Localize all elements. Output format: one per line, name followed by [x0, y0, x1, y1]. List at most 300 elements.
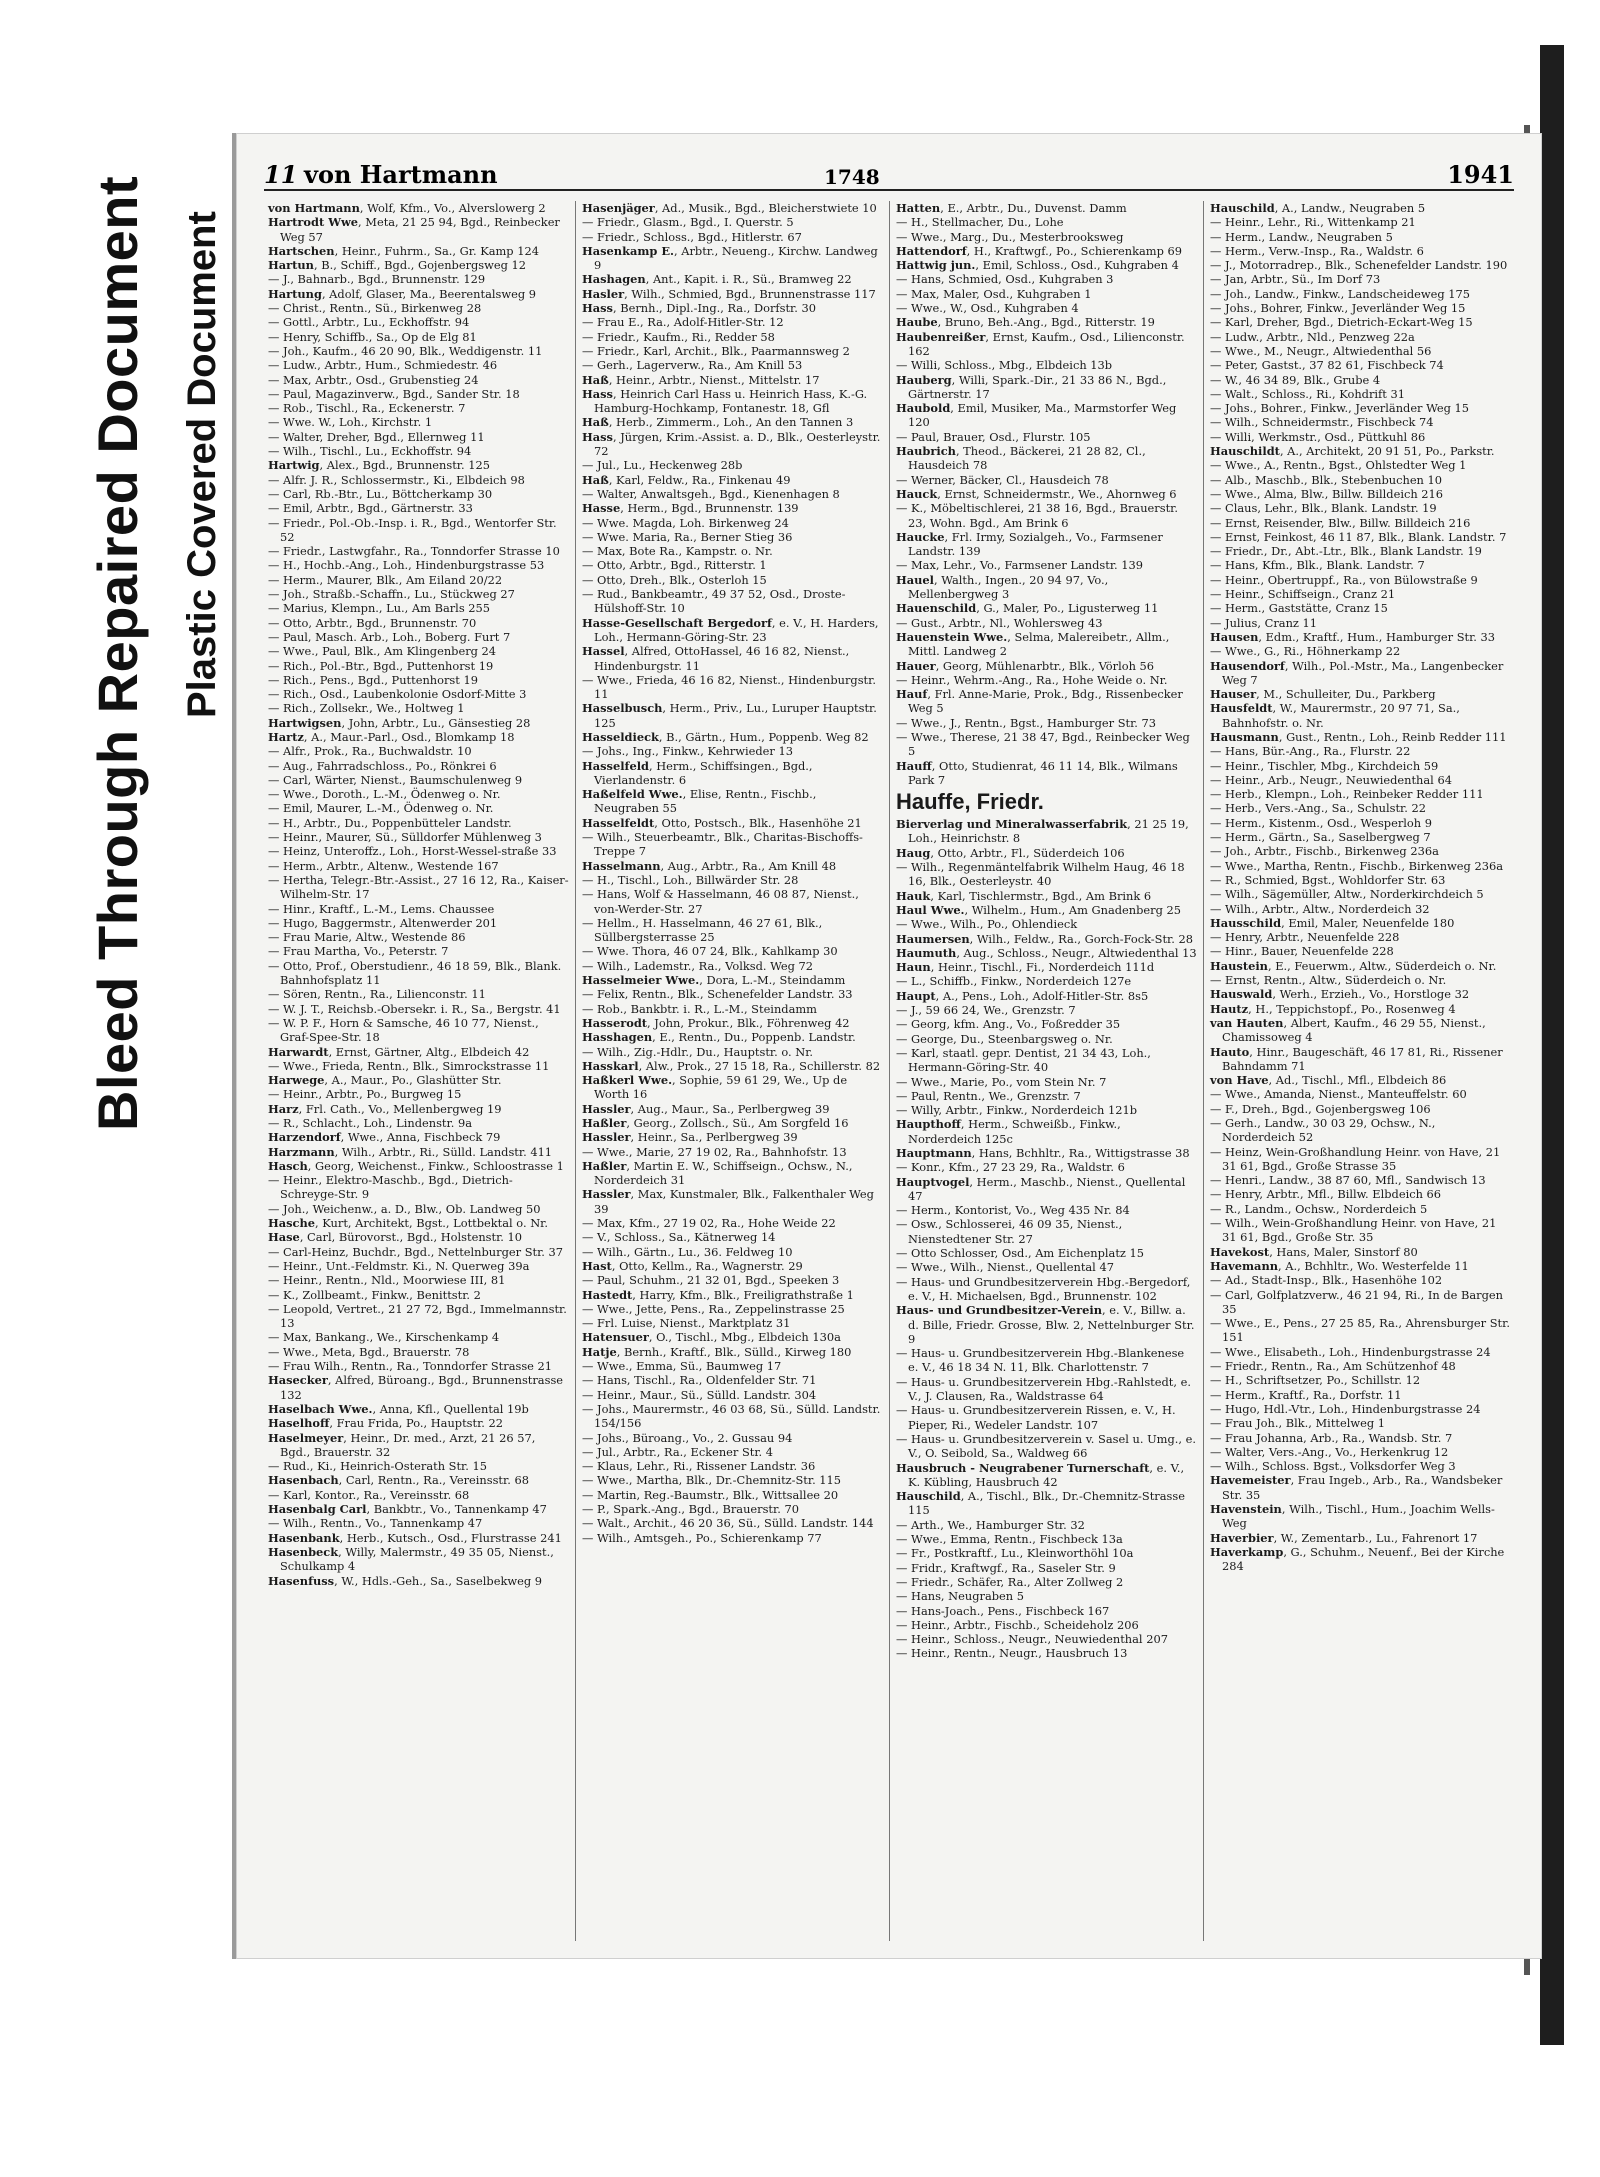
directory-entry: Hausendorf, Wilh., Pol.-Mstr., Ma., Langenbecker Weg 7 [1210, 658, 1504, 687]
directory-entry: Hausen, Edm., Kraftf., Hum., Hamburger Str. 33 [1210, 629, 1496, 644]
directory-entry: — Frau Johanna, Arb., Ra., Wandsb. Str. 7 [1210, 1430, 1453, 1445]
directory-entry: — R., Schmied, Bgst., Wohldorfer Str. 63 [1210, 872, 1446, 887]
directory-entry: — Gerh., Lagerverw., Ra., Am Knill 53 [582, 358, 803, 373]
directory-entry: — Osw., Schlosserei, 46 09 35, Nienst., Nienstedtener Str. 27 [896, 1217, 1123, 1246]
directory-entry: — Herm., Landw., Neugraben 5 [1210, 229, 1393, 244]
directory-entry: — Heinr., Arbtr., Po., Burgweg 15 [268, 1087, 462, 1102]
directory-entry: — Georg, kfm. Ang., Vo., Foßredder 35 [896, 1017, 1121, 1032]
directory-entry: Hauf, Frl. Anne-Marie, Prok., Bdg., Rissenbecker Weg 5 [896, 687, 1183, 716]
directory-entry: Haubold, Emil, Musiker, Ma., Marmstorfer Weg 120 [896, 401, 1177, 430]
directory-entry: — Herm., Arbtr., Altenw., Westende 167 [268, 858, 499, 873]
directory-entry: — Wwe., Marie, 27 19 02, Ra., Bahnhofstr. 13 [582, 1144, 847, 1159]
directory-entry: — Wilh., Arbtr., Altw., Norderdeich 32 [1210, 901, 1430, 916]
scan-edge-bar [1540, 45, 1564, 2045]
directory-entry: — Wwe., Meta, Bgd., Brauerstr. 78 [268, 1344, 470, 1359]
directory-entry: — Gust., Arbtr., Nl., Wohlersweg 43 [896, 615, 1103, 630]
directory-entry: — H., Schriftsetzer, Po., Schillstr. 12 [1210, 1373, 1421, 1388]
directory-entry: — Emil, Maurer, L.-M., Ödenweg o. Nr. [268, 801, 494, 816]
directory-entry: — Hans, Bür.-Ang., Ra., Flurstr. 22 [1210, 744, 1411, 759]
directory-entry: — Gerh., Landw., 30 03 29, Ochsw., N., Norderdeich 52 [1210, 1116, 1436, 1145]
directory-entry: — Frau Martha, Vo., Peterstr. 7 [268, 944, 449, 959]
directory-entry: Haverbier, W., Zementarb., Lu., Fahrenort 17 [1210, 1530, 1478, 1545]
directory-entry: — Heinr., Arbtr., Fischb., Scheideholz 206 [896, 1617, 1139, 1632]
directory-entry: — J., Bahnarb., Bgd., Brunnenstr. 129 [268, 272, 486, 287]
directory-entry: — Wwe., Emma, Rentn., Fischbeck 13a [896, 1532, 1123, 1547]
directory-entry: — Haus- u. Grundbesitzerverein v. Sasel u. Umg., e. V., O. Seibold, Sa., Waldweg 66 [896, 1431, 1196, 1461]
directory-entry: Hashagen, Ant., Kapit. i. R., Sü., Bramweg 22 [582, 272, 852, 287]
directory-entry: — Ludw., Arbtr., Hum., Schmiedestr. 46 [268, 358, 498, 373]
directory-page [232, 133, 1542, 1959]
directory-entry: Haun, Heinr., Tischl., Fi., Norderdeich 111d [896, 960, 1155, 975]
directory-entry: — Hertha, Telegr.-Btr.-Assist., 27 16 12, Ra., Kaiser-Wilhelm-Str. 17 [268, 872, 569, 902]
directory-entry: — Wilh., Zig.-Hdlr., Du., Hauptstr. o. Nr. [582, 1044, 814, 1059]
directory-entry: — P., Spark.-Ang., Bgd., Brauerstr. 70 [582, 1502, 799, 1517]
directory-entry: van Hauten, Albert, Kaufm., 46 29 55, Nienst., Chamissoweg 4 [1210, 1015, 1486, 1045]
directory-entry: — Wwe., Paul, Blk., Am Klingenberg 24 [268, 644, 497, 659]
directory-entry: — Haus- u. Grundbesitzerverein Rissen, e. V., H. Pieper, Ri., Wedeler Landstr. 107 [896, 1403, 1176, 1432]
directory-entry: — Max, Bote Ra., Kampstr. o. Nr. [582, 544, 773, 559]
directory-entry: — Karl, staatl. gepr. Dentist, 21 34 43, Loh., Hermann-Göring-Str. 40 [896, 1045, 1151, 1075]
directory-entry: Havemeister, Frau Ingeb., Arb., Ra., Wandsbeker Str. 35 [1210, 1473, 1503, 1502]
directory-entry: Hasecker, Alfred, Büroang., Bgd., Brunnenstrasse 132 [268, 1373, 564, 1402]
directory-entry: — Carl-Heinz, Buchdr., Bgd., Nettelnburger Str. 37 [268, 1244, 563, 1259]
directory-entry: Hasselfeldt, Otto, Postsch., Blk., Hasenhöhe 21 [582, 815, 862, 830]
directory-entry: — Henry, Arbtr., Neuenfelde 228 [1210, 930, 1400, 945]
directory-entry: — Jul., Lu., Heckenweg 28b [582, 458, 743, 473]
directory-entry: Hauel, Walth., Ingen., 20 94 97, Vo., Mellenbergweg 3 [896, 572, 1109, 602]
directory-entry: — Johs., Bohrer, Finkw., Jeverländer Weg 15 [1210, 301, 1466, 316]
directory-entry: Hartrodt Wwe, Meta, 21 25 94, Bgd., Reinbecker Weg 57 [268, 215, 560, 244]
column-1 [262, 201, 576, 1941]
directory-entry: Hasler, Wilh., Schmied, Bgd., Brunnenstrasse 117 [582, 286, 876, 301]
directory-entry: Hartung, Adolf, Glaser, Ma., Beerentalsweg 9 [268, 286, 537, 301]
directory-entry: — Martin, Reg.-Baumstr., Blk., Wittsallee 20 [582, 1487, 839, 1502]
directory-entry: — Ludw., Arbtr., Nld., Penzweg 22a [1210, 329, 1415, 344]
directory-entry: Hauberg, Willi, Spark.-Dir., 21 33 86 N., Bgd., Gärtnerstr. 17 [896, 372, 1167, 401]
directory-entry: — F., Dreh., Bgd., Gojenbergsweg 106 [1210, 1101, 1431, 1116]
directory-entry: Hauswald, Werh., Erzieh., Vo., Horstloge 32 [1210, 987, 1470, 1002]
directory-entry: — W., 46 34 89, Blk., Grube 4 [1210, 372, 1381, 387]
directory-entry: — Friedr., Schloss., Bgd., Hitlerstr. 67 [582, 229, 802, 244]
directory-entry: — Wwe., A., Rentn., Bgst., Ohlstedter Weg 1 [1210, 458, 1467, 473]
directory-entry: Hartun, B., Schiff., Bgd., Gojenbergsweg 12 [268, 258, 527, 273]
directory-entry: — Wwe., Wilh., Nienst., Quellental 47 [896, 1260, 1114, 1275]
directory-entry: — Heinr., Obertruppf., Ra., von Bülowstraße 9 [1210, 572, 1478, 587]
directory-entry: — Wwe., Martha, Rentn., Fischb., Birkenweg 236a [1210, 858, 1503, 873]
directory-entry: — W. J. T., Reichsb.-Obersekr. i. R., Sa., Bergstr. 41 [268, 1001, 561, 1016]
directory-entry: — Friedr., Karl, Archit., Blk., Paarmannsweg 2 [582, 343, 850, 358]
directory-entry: — Johs., Bohrer., Finkw., Jeverländer Weg 15 [1210, 401, 1470, 416]
directory-entry: — Claus, Lehr., Blk., Blank. Landstr. 19 [1210, 501, 1437, 516]
directory-entry: Hartschen, Heinr., Fuhrm., Sa., Gr. Kamp 124 [268, 243, 539, 258]
directory-entry: Hauk, Karl, Tischlermstr., Bgd., Am Brink 6 [896, 888, 1152, 903]
directory-entry: — Joh., Landw., Finkw., Landscheideweg 175 [1210, 286, 1471, 301]
directory-entry: — Hans-Joach., Pens., Fischbeck 167 [896, 1603, 1110, 1618]
directory-entry: — Frau Marie, Altw., Westende 86 [268, 930, 466, 945]
directory-entry: — Klaus, Lehr., Ri., Rissener Landstr. 36 [582, 1459, 816, 1474]
directory-entry: — Paul, Masch. Arb., Loh., Boberg. Furt 7 [268, 629, 511, 644]
directory-entry: — Max, Arbtr., Osd., Grubenstieg 24 [268, 372, 479, 387]
directory-entry: — Max, Bankang., We., Kirschenkamp 4 [268, 1330, 500, 1345]
directory-entry: — Herb., Vers.-Ang., Sa., Schulstr. 22 [1210, 801, 1426, 816]
directory-entry: Hassler, Heinr., Sa., Perlbergweg 39 [582, 1130, 798, 1145]
directory-entry: Hass, Bernh., Dipl.-Ing., Ra., Dorfstr. 30 [582, 301, 816, 316]
directory-entry: — R., Schlacht., Loh., Lindenstr. 9a [268, 1116, 472, 1130]
directory-entry: Haug, Otto, Arbtr., Fl., Süderdeich 106 [896, 845, 1125, 860]
directory-entry: — Walter, Dreher, Bgd., Ellernweg 11 [268, 429, 485, 444]
directory-entry: Hassel, Alfred, OttoHassel, 46 16 82, Nienst., Hindenburgstr. 11 [582, 644, 850, 673]
directory-entry: — Konr., Kfm., 27 23 29, Ra., Waldstr. 6 [896, 1160, 1125, 1175]
directory-entry: Hauenstein Wwe., Selma, Malereibetr., Allm., Mittl. Landweg 2 [896, 629, 1170, 659]
directory-entry: — Wwe., Jette, Pens., Ra., Zeppelinstrasse 25 [582, 1301, 845, 1316]
section-number: 11 [264, 160, 298, 189]
directory-entry: Harwege, A., Maur., Po., Glashütter Str. [268, 1073, 502, 1088]
directory-entry: Haselhoff, Frau Frida, Po., Hauptstr. 22 [268, 1416, 504, 1431]
directory-entry: Hauptvogel, Herm., Maschb., Nienst., Quellental 47 [896, 1174, 1186, 1203]
directory-entry: — Heinr., Rentn., Nld., Moorwiese III, 81 [268, 1273, 506, 1288]
directory-entry: — Herm., Verw.-Insp., Ra., Waldstr. 6 [1210, 243, 1424, 258]
directory-entry: — Fridr., Kraftwgf., Ra., Saseler Str. 9 [896, 1560, 1116, 1575]
directory-entry: — Rob., Bankbtr. i. R., L.-M., Steindamm [582, 1001, 817, 1016]
directory-entry: Hasenbeck, Willy, Malermstr., 49 35 05, Nienst., Schulkamp 4 [268, 1544, 554, 1574]
directory-entry: — Wwe., W., Osd., Kuhgraben 4 [896, 301, 1079, 316]
directory-entry: — Fr., Postkraftf., Lu., Kleinworthöhl 10a [896, 1546, 1134, 1561]
directory-entry: Hase, Carl, Bürovorst., Bgd., Holstenstr. 10 [268, 1230, 523, 1245]
directory-entry: — Heinr., Rentn., Neugr., Hausbruch 13 [896, 1646, 1128, 1661]
directory-entry: Hauff, Otto, Studienrat, 46 11 14, Blk., Wilmans Park 7 [896, 758, 1178, 787]
directory-entry: — Heinr., Tischler, Mbg., Kirchdeich 59 [1210, 758, 1439, 773]
directory-entry: — Hans, Schmied, Osd., Kuhgraben 3 [896, 272, 1114, 287]
directory-entry: — Wilh., Lademstr., Ra., Volksd. Weg 72 [582, 958, 814, 973]
directory-entry: — Willi, Schloss., Mbg., Elbdeich 13b [896, 358, 1113, 373]
directory-entry: — H., Hochb.-Ang., Loh., Hindenburgstrasse 53 [268, 558, 545, 573]
directory-entry: — Ernst, Reisender, Blw., Billw. Billdeich 216 [1210, 515, 1471, 530]
directory-entry: Haupthoff, Herm., Schweißb., Finkw., Norderdeich 125c [896, 1117, 1121, 1146]
directory-entry: — Paul, Rentn., We., Grenzstr. 7 [896, 1088, 1081, 1103]
directory-entry: Harwardt, Ernst, Gärtner, Altg., Elbdeich 42 [268, 1044, 530, 1059]
directory-entry: — Henry, Schiffb., Sa., Op de Elg 81 [268, 329, 477, 344]
directory-entry: — Hinr., Kraftf., L.-M., Lems. Chaussee [268, 901, 495, 916]
directory-entry: — Walt., Schloss., Ri., Kohdrift 31 [1210, 386, 1405, 401]
directory-entry: — Wwe., G., Ri., Höhnerkamp 22 [1210, 644, 1401, 659]
directory-entry: — Frau Wilh., Rentn., Ra., Tonndorfer Strasse 21 [268, 1359, 553, 1374]
directory-entry: — Willy, Arbtr., Finkw., Norderdeich 121b [896, 1103, 1138, 1118]
directory-entry: — Wwe., Amanda, Nienst., Manteuffelstr. 60 [1210, 1087, 1467, 1102]
page-number: 1748 [824, 165, 880, 189]
directory-entry: Haßelfeld Wwe., Elise, Rentn., Fischb., Neugraben 55 [582, 787, 817, 816]
directory-entry: Hasche, Kurt, Architekt, Bgst., Lottbektal o. Nr. [268, 1216, 548, 1231]
directory-entry: — Ernst, Rentn., Altw., Süderdeich o. Nr. [1210, 973, 1447, 988]
directory-entry: — Wwe., Doroth., L.-M., Ödenweg o. Nr. [268, 787, 501, 802]
directory-entry: Hasenbank, Herb., Kutsch., Osd., Flurstrasse 241 [268, 1530, 562, 1545]
directory-entry: — Rich., Pens., Bgd., Puttenhorst 19 [268, 672, 478, 687]
directory-entry: Haß, Karl, Feldw., Ra., Finkenau 49 [582, 472, 791, 487]
directory-entry: Hasselmann, Aug., Arbtr., Ra., Am Knill 48 [582, 858, 837, 873]
directory-entry: — Karl, Dreher, Bgd., Dietrich-Eckart-Weg 15 [1210, 315, 1473, 330]
directory-entry: — Wwe. Thora, 46 07 24, Blk., Kahlkamp 30 [582, 944, 838, 959]
directory-entry: — Heinz, Wein-Großhandlung Heinr. von Have, 21 31 61, Bgd., Große Strasse 35 [1210, 1144, 1501, 1173]
directory-entry: — Wilh., Gärtn., Lu., 36. Feldweg 10 [582, 1244, 793, 1259]
directory-entry: Hauschildt, A., Architekt, 20 91 51, Po., Parkstr. [1210, 444, 1495, 459]
directory-entry: — Carl, Golfplatzverw., 46 21 94, Ri., In de Bargen 35 [1210, 1287, 1503, 1316]
directory-entry: — Wwe., Emma, Sü., Baumweg 17 [582, 1359, 782, 1374]
directory-entry: Hass, Heinrich Carl Hass u. Heinrich Hass, K.-G. Hamburg-Hochkamp, Fontanestr. 18, Gfl [582, 386, 868, 416]
directory-entry: Hasselfeld, Herm., Schiffsingen., Bgd., Vierlandenstr. 6 [582, 758, 813, 787]
directory-entry: — Haus- u. Grundbesitzerverein Hbg.-Rahlstedt, e. V., J. Clausen, Ra., Waldstrasse 64 [896, 1374, 1191, 1404]
directory-entry: — Otto, Dreh., Blk., Osterloh 15 [582, 572, 767, 587]
directory-entry: Haumuth, Aug., Schloss., Neugr., Altwiedenthal 13 [896, 945, 1197, 960]
directory-entry: — Ad., Stadt-Insp., Blk., Hasenhöhe 102 [1210, 1273, 1443, 1288]
directory-entry: Hattendorf, H., Kraftwgf., Po., Schierenkamp 69 [896, 243, 1183, 258]
directory-entry: Hasselmeier Wwe., Dora, L.-M., Steindamm [582, 973, 846, 988]
directory-entry: Hauer, Georg, Mühlenarbtr., Blk., Vörloh 56 [896, 658, 1155, 673]
directory-entry: — Wilh., Schneidermstr., Fischbeck 74 [1210, 415, 1434, 430]
directory-entry: — Joh., Weichenw., a. D., Blw., Ob. Landweg 50 [268, 1201, 541, 1216]
directory-entry: — Wwe., Alma, Blw., Billw. Billdeich 216 [1210, 486, 1444, 501]
directory-entry: — Heinr., Schloss., Neugr., Neuwiedenthal 207 [896, 1632, 1168, 1647]
directory-entry: — J., 59 66 24, We., Grenzstr. 7 [896, 1003, 1076, 1018]
directory-entry: — Hinr., Bauer, Neuenfelde 228 [1210, 944, 1394, 959]
directory-entry: — Wwe. W., Loh., Kirchstr. 1 [268, 415, 433, 430]
directory-entry: — Herm., Kraftf., Ra., Dorfstr. 11 [1210, 1387, 1402, 1402]
directory-entry: Havenstein, Wilh., Tischl., Hum., Joachim Wells-Weg [1210, 1502, 1495, 1531]
directory-entry: — Otto, Arbtr., Bgd., Ritterstr. 1 [582, 558, 767, 573]
directory-entry: — Aug., Fahrradschloss., Po., Rönkrei 6 [268, 758, 497, 773]
directory-entry: — Wilh., Sägemüller, Altw., Norderkirchdeich 5 [1210, 887, 1484, 902]
directory-entry: — Otto Schlosser, Osd., Am Eichenplatz 15 [896, 1246, 1145, 1261]
directory-entry: — Herm., Kistenm., Osd., Wesperloh 9 [1210, 815, 1432, 830]
directory-entry: — Henry, Arbtr., Mfl., Billw. Elbdeich 66 [1210, 1187, 1442, 1202]
directory-entry: Hasselbusch, Herm., Priv., Lu., Luruper Hauptstr. 125 [582, 701, 877, 730]
directory-entry: — Rud., Bankbeamtr., 49 37 52, Osd., Droste-Hülshoff-Str. 10 [582, 587, 846, 616]
directory-entry: — Wwe., Frieda, 46 16 82, Nienst., Hindenburgstr. 11 [582, 672, 876, 702]
directory-entry: — Henri., Landw., 38 87 60, Mfl., Sandwisch 13 [1210, 1173, 1486, 1188]
directory-entry: — Frau E., Ra., Adolf-Hitler-Str. 12 [582, 315, 784, 330]
directory-entry: Havemann, A., Bchhltr., Wo. Westerfelde 11 [1210, 1258, 1469, 1273]
directory-entry: — Carl, Rb.-Btr., Lu., Böttcherkamp 30 [268, 486, 493, 501]
directory-entry: Haustein, E., Feuerwm., Altw., Süderdeich o. Nr. [1210, 958, 1497, 973]
directory-entry: — Jul., Arbtr., Ra., Eckener Str. 4 [582, 1444, 774, 1459]
directory-entry: — Johs., Büroang., Vo., 2. Gussau 94 [582, 1430, 793, 1445]
directory-entry: Haus- und Grundbesitzer-Verein, e. V., Billw. a. d. Bille, Friedr. Grosse, Blw. 2, Nettelnburger Str. 9 [896, 1303, 1195, 1346]
directory-entry: — Herb., Klempn., Loh., Reinbeker Redder 111 [1210, 787, 1484, 802]
directory-entry: — Paul, Magazinverw., Bgd., Sander Str. 18 [268, 386, 520, 401]
directory-entry: Hartz, A., Maur.-Parl., Osd., Blomkamp 18 [268, 729, 515, 744]
directory-entry: — Wwe., Marg., Du., Mesterbrooksweg [896, 229, 1124, 244]
directory-entry: — K., Möbeltischlerei, 21 38 16, Bgd., Brauerstr. 23, Wohn. Bgd., Am Brink 6 [896, 501, 1178, 530]
directory-entry: — Wwe. Magda, Loh. Birkenweg 24 [582, 515, 789, 530]
directory-entry: — Gottl., Arbtr., Lu., Eckhoffstr. 94 [268, 315, 470, 330]
directory-entry: Hausmann, Gust., Rentn., Loh., Reinb Redder 111 [1210, 729, 1507, 744]
directory-entry: — Max, Lehr., Vo., Farmsener Landstr. 139 [896, 558, 1144, 573]
column-2 [576, 201, 890, 1941]
directory-entry: Hasse-Gesellschaft Bergedorf, e. V., H. Harders, Loh., Hermann-Göring-Str. 23 [582, 615, 879, 644]
directory-entry: Hastedt, Harry, Kfm., Blk., Freiligrathstraße 1 [582, 1287, 854, 1302]
directory-entry: Haverkamp, G., Schuhm., Neuenf., Bei der Kirche 284 [1210, 1544, 1505, 1574]
directory-entry: — Walter, Vers.-Ang., Vo., Herkenkrug 12 [1210, 1444, 1449, 1459]
directory-entry: — Alfr. J. R., Schlossermstr., Ki., Elbdeich 98 [268, 472, 525, 487]
directory-entry: Haßkerl Wwe., Sophie, 59 61 29, We., Up de Worth 16 [582, 1073, 848, 1102]
directory-entry: — Otto, Prof., Oberstudienr., 46 18 59, Blk., Blank. Bahnhofsplatz 11 [268, 958, 562, 988]
directory-entry: — Joh., Arbtr., Fischb., Birkenweg 236a [1210, 844, 1439, 859]
directory-entry: — Hans, Tischl., Ra., Oldenfelder Str. 71 [582, 1373, 817, 1388]
directory-entry: — Wwe., Wilh., Po., Ohlendieck [896, 917, 1078, 932]
directory-entry: — Felix, Rentn., Blk., Schenefelder Landstr. 33 [582, 987, 853, 1002]
directory-entry: Haßler, Martin E. W., Schiffseign., Ochsw., N., Norderdeich 31 [582, 1158, 853, 1188]
directory-entry: Hass, Jürgen, Krim.-Assist. a. D., Blk., Oesterleystr. 72 [582, 429, 881, 459]
directory-entry: — Arth., We., Hamburger Str. 32 [896, 1517, 1085, 1532]
directory-entry: — H., Arbtr., Du., Poppenbütteler Landstr. [268, 815, 512, 830]
directory-entry: — Paul, Schuhm., 21 32 01, Bgd., Speeken 3 [582, 1273, 840, 1288]
directory-entry: — R., Landm., Ochsw., Norderdeich 5 [1210, 1201, 1428, 1216]
directory-entry: — Paul, Brauer, Osd., Flurstr. 105 [896, 429, 1091, 444]
directory-entry: — Friedr., Schäfer, Ra., Alter Zollweg 2 [896, 1574, 1124, 1589]
directory-entry: Hauenschild, G., Maler, Po., Ligusterweg 11 [896, 601, 1159, 616]
directory-entry: — Marius, Klempn., Lu., Am Barls 255 [268, 601, 491, 616]
directory-entry: — Wilh., Rentn., Vo., Tannenkamp 47 [268, 1516, 483, 1531]
column-4 [1204, 201, 1518, 1941]
directory-entry: — Johs., Maurermstr., 46 03 68, Sü., Sülld. Landstr. 154/156 [582, 1401, 881, 1431]
surname-range: von Hartmann [304, 160, 498, 189]
directory-entry: — Hugo, Baggermstr., Altenwerder 201 [268, 915, 498, 930]
directory-entry: — Heinr., Arb., Neugr., Neuwiedenthal 64 [1210, 772, 1452, 787]
directory-entry: — Wwe., Marie, Po., vom Stein Nr. 7 [896, 1074, 1107, 1089]
directory-entry: — Ernst, Feinkost, 46 11 87, Blk., Blank. Landstr. 7 [1210, 529, 1507, 544]
directory-entry: Hasenkamp E., Arbtr., Neueng., Kirchw. Landweg 9 [582, 243, 878, 273]
directory-entry: Haselbach Wwe., Anna, Kfl., Quellental 19b [268, 1401, 529, 1416]
directory-entry: — Frau Joh., Blk., Mittelweg 1 [1210, 1416, 1386, 1431]
directory-entry: — Friedr., Rentn., Ra., Am Schützenhof 48 [1210, 1359, 1456, 1374]
directory-entry: Haube, Bruno, Beh.-Ang., Bgd., Ritterstr. 19 [896, 315, 1155, 330]
directory-entry: Harzmann, Wilh., Arbtr., Ri., Sülld. Landstr. 411 [268, 1144, 553, 1159]
directory-entry: — W. P. F., Horn & Samsche, 46 10 77, Nienst., Graf-Spee-Str. 18 [268, 1015, 539, 1045]
directory-entry: — Heinr., Maur., Sü., Sülld. Landstr. 304 [582, 1387, 817, 1402]
directory-entry: Hausbruch - Neugrabener Turnerschaft, e. V., K. Kübling, Hausbruch 42 [896, 1460, 1185, 1489]
directory-entry: — Heinr., Wehrm.-Ang., Ra., Hohe Weide o. Nr. [896, 672, 1168, 687]
directory-entry: — Rich., Pol.-Btr., Bgd., Puttenhorst 19 [268, 658, 494, 673]
directory-entry: Hausfeldt, W., Maurermstr., 20 97 71, Sa., Bahnhofstr. o. Nr. [1210, 701, 1460, 730]
directory-entry: — Herm., Kontorist, Vo., Weg 435 Nr. 84 [896, 1203, 1130, 1218]
directory-entry: — Alfr., Prok., Ra., Buchwaldstr. 10 [268, 744, 472, 759]
directory-entry: Haupt, A., Pens., Loh., Adolf-Hitler-Str. 8s5 [896, 988, 1149, 1003]
directory-entry: — Wwe., Martha, Blk., Dr.-Chemnitz-Str. 115 [582, 1473, 842, 1488]
directory-entry: — Haus- und Grundbesitzerverein Hbg.-Bergedorf, e. V., H. Michaelsen, Bgd., Brunnenstr. 102 [896, 1274, 1191, 1303]
directory-entry: — Emil, Arbtr., Bgd., Gärtnerstr. 33 [268, 501, 473, 516]
column-3 [890, 201, 1204, 1941]
directory-entry: — H., Stellmacher, Du., Lohe [896, 215, 1064, 230]
directory-entry: — Wilh., Wein-Großhandlung Heinr. von Have, 21 31 61, Bgd., Große Str. 35 [1210, 1216, 1497, 1245]
directory-entry: — Heinr., Maurer, Sü., Sülldorfer Mühlenweg 3 [268, 830, 542, 845]
directory-entry: Hauschild, A., Tischl., Blk., Dr.-Chemnitz-Strasse 115 [896, 1489, 1185, 1518]
directory-entry: — Hellm., H. Hasselmann, 46 27 61, Blk., Süllbergsterrasse 25 [582, 915, 823, 945]
directory-entry: — K., Zollbeamt., Finkw., Benittstr. 2 [268, 1287, 481, 1302]
directory-entry: — Haus- u. Grundbesitzerverein Hbg.-Blankenese e. V., 46 18 34 N. 11, Blk. Charlottenstr. 7 [896, 1346, 1185, 1375]
directory-entry: Havekost, Hans, Maler, Sinstorf 80 [1210, 1244, 1418, 1259]
directory-entry: Haucke, Frl. Irmy, Sozialgeh., Vo., Farmsener Landstr. 139 [896, 529, 1163, 559]
directory-entry: Hasenfuss, W., Hdls.-Geh., Sa., Saselbekweg 9 [268, 1573, 542, 1588]
directory-entry: Haul Wwe., Wilhelm., Hum., Am Gnadenberg 25 [896, 902, 1182, 917]
directory-entry: — Max, Kfm., 27 19 02, Ra., Hohe Weide 22 [582, 1216, 836, 1231]
directory-entry: — Walter, Anwaltsgeh., Bgd., Kienenhagen 8 [582, 486, 840, 501]
directory-entry: — Rich., Osd., Laubenkolonie Osdorf-Mitte 3 [268, 687, 527, 702]
bleed-through-label: Bleed Through Repaired Document [86, 175, 149, 1131]
directory-entry: Hasch, Georg, Weichenst., Finkw., Schloostrasse 1 [268, 1158, 564, 1173]
directory-entry: Hassler, Max, Kunstmaler, Blk., Falkenthaler Weg 39 [582, 1187, 874, 1216]
directory-entry: — Christ., Rentn., Sü., Birkenweg 28 [268, 301, 482, 316]
directory-entry: Hasenbalg Carl, Bankbtr., Vo., Tannenkamp 47 [268, 1502, 547, 1517]
directory-entry: Hausschild, Emil, Maler, Neuenfelde 180 [1210, 915, 1455, 930]
directory-entry: — Wwe., E., Pens., 27 25 85, Ra., Ahrensburger Str. 151 [1210, 1316, 1510, 1345]
directory-entry: — Frl. Luise, Nienst., Marktplatz 31 [582, 1316, 791, 1331]
directory-entry: — Max, Maler, Osd., Kuhgraben 1 [896, 286, 1092, 301]
directory-entry: — Joh., Straßb.-Schaffn., Lu., Stückweg 27 [268, 587, 515, 602]
directory-entry: — Willi, Werkmstr., Osd., Püttkuhl 86 [1210, 429, 1426, 444]
directory-entry: Hasserodt, John, Prokur., Blk., Föhrenweg 42 [582, 1015, 850, 1030]
directory-entry: — Wilh., Amtsgeh., Po., Schierenkamp 77 [582, 1530, 822, 1545]
directory-entry: Hasenbach, Carl, Rentn., Ra., Vereinsstr. 68 [268, 1473, 529, 1488]
directory-entry: — Sören, Rentn., Ra., Lilienconstr. 11 [268, 987, 486, 1002]
directory-entry: — Heinr., Elektro-Maschb., Bgd., Dietrich-Schreyge-Str. 9 [268, 1173, 513, 1202]
directory-entry: — Heinr., Lehr., Ri., Wittenkamp 21 [1210, 215, 1416, 230]
directory-entry: Hassler, Aug., Maur., Sa., Perlbergweg 39 [582, 1101, 830, 1116]
directory-entry: Hauptmann, Hans, Bchhltr., Ra., Wittigstrasse 38 [896, 1146, 1190, 1160]
directory-entry: — Wilh., Schloss. Bgst., Volksdorfer Weg 3 [1210, 1459, 1456, 1474]
directory-entry: Haselmeyer, Heinr., Dr. med., Arzt, 21 26 57, Bgd., Brauerstr. 32 [268, 1430, 536, 1459]
directory-entry: Hauschild, A., Landw., Neugraben 5 [1210, 201, 1426, 215]
directory-entry: — Carl, Wärter, Nienst., Baumschulenweg 9 [268, 772, 523, 787]
directory-entry: — Leopold, Vertret., 21 27 72, Bgd., Immelmannstr. 13 [268, 1301, 567, 1331]
directory-entry: — Rud., Ki., Heinrich-Osterath Str. 15 [268, 1459, 487, 1474]
directory-entry: Hasskarl, Alw., Prok., 27 15 18, Ra., Schillerstr. 82 [582, 1058, 881, 1073]
directory-entry: — Hans, Wolf & Hasselmann, 46 08 87, Nienst., von-Werder-Str. 27 [582, 887, 859, 916]
directory-entry: Hauto, Hinr., Baugeschäft, 46 17 81, Ri., Rissener Bahndamm 71 [1210, 1044, 1503, 1073]
directory-entry: — Wwe., Frieda, Rentn., Blk., Simrockstrasse 11 [268, 1058, 550, 1073]
directory-entry: — Jan, Arbtr., Sü., Im Dorf 73 [1210, 272, 1381, 287]
directory-entry: Haumersen, Wilh., Feldw., Ra., Gorch-Fock-Str. 28 [896, 931, 1193, 946]
directory-entry: Haubenreißer, Ernst, Kaufm., Osd., Lilienconstr. 162 [896, 329, 1185, 358]
directory-entry: — Wwe., Therese, 21 38 47, Bgd., Reinbecker Weg 5 [896, 729, 1190, 759]
directory-entry: Hauser, M., Schulleiter, Du., Parkberg [1210, 687, 1436, 702]
directory-entry: Hauck, Ernst, Schneidermstr., We., Ahornweg 6 [896, 486, 1177, 501]
directory-entry: Hasse, Herm., Bgd., Brunnenstr. 139 [582, 501, 799, 516]
directory-entry: Bierverlag und Mineralwasserfabrik, 21 25 19, Loh., Heinrichstr. 8 [896, 817, 1189, 846]
directory-entry: — Herm., Gärtn., Sa., Saselbergweg 7 [1210, 830, 1431, 845]
directory-entry: — Wilh., Tischl., Lu., Eckhoffstr. 94 [268, 444, 472, 459]
directory-entry: — Joh., Kaufm., 46 20 90, Blk., Weddigenstr. 11 [268, 343, 543, 358]
directory-entry: Hasshagen, E., Rentn., Du., Poppenb. Landstr. [582, 1030, 856, 1045]
directory-entry: — Herm., Maurer, Blk., Am Eiland 20/22 [268, 572, 503, 587]
directory-entry: — Heinr., Schiffseign., Cranz 21 [1210, 587, 1396, 602]
directory-entry: — Peter, Gastst., 37 82 61, Fischbeck 74 [1210, 358, 1444, 373]
directory-entry: Hatje, Bernh., Kraftf., Blk., Sülld., Kirweg 180 [582, 1344, 852, 1359]
directory-entry: — V., Schloss., Sa., Kätnerweg 14 [582, 1230, 776, 1245]
directory-entry: Hasenjäger, Ad., Musik., Bgd., Bleicherstwiete 10 [582, 201, 877, 215]
directory-entry: — Herm., Gaststätte, Cranz 15 [1210, 601, 1388, 616]
directory-entry: — Friedr., Glasm., Bgd., I. Querstr. 5 [582, 215, 794, 230]
directory-entry: Hattwig jun., Emil, Schloss., Osd., Kuhgraben 4 [896, 258, 1179, 273]
directory-entry: Haß, Heinr., Arbtr., Nienst., Mittelstr. 17 [582, 372, 820, 387]
directory-entry: — Friedr., Pol.-Ob.-Insp. i. R., Bgd., Wentorfer Str. 52 [268, 515, 557, 544]
directory-entry: von Hartmann, Wolf, Kfm., Vo., Alverslowerg 2 [268, 201, 546, 215]
directory-entry: Hatten, E., Arbtr., Du., Duvenst. Damm [896, 201, 1127, 215]
directory-entry: — H., Tischl., Loh., Billwärder Str. 28 [582, 872, 799, 887]
directory-entry: Hauffe, Friedr. [896, 789, 1044, 815]
directory-entry: — Karl, Kontor., Ra., Vereinsstr. 68 [268, 1487, 470, 1502]
directory-entry: — Wwe., Elisabeth., Loh., Hindenburgstrasse 24 [1210, 1344, 1491, 1359]
directory-entry: Hartwig, Alex., Bgd., Brunnenstr. 125 [268, 458, 490, 473]
directory-entry: Haubrich, Theod., Bäckerei, 21 28 82, Cl., Hausdeich 78 [896, 444, 1146, 473]
directory-entry: — Friedr., Dr., Abt.-Ltr., Blk., Blank Landstr. 19 [1210, 544, 1482, 559]
